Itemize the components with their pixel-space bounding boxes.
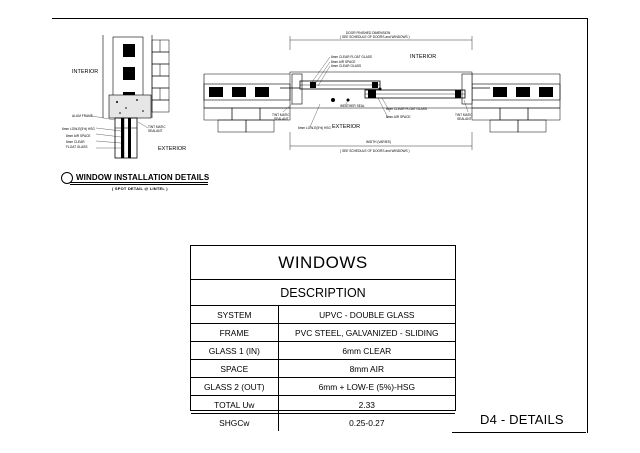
dim-top-note: ( SEE SCHEDULE OF DOORS and WINDOWS )	[340, 35, 410, 39]
interior-label-left: INTERIOR	[72, 69, 99, 75]
row-label: GLASS 1 (IN)	[191, 342, 278, 360]
table-row	[191, 414, 455, 432]
air-space-right-label: 8mm AIR SPACE	[386, 115, 411, 119]
table-description-header: DESCRIPTION	[191, 280, 455, 306]
sheet-label: D4 - DETAILS	[480, 412, 564, 427]
row-value: 0.25-0.27	[278, 414, 455, 432]
table-row	[191, 324, 455, 342]
row-value: PVC STEEL, GALVANIZED - SLIDING	[278, 324, 455, 342]
exterior-label-left: EXTERIOR	[158, 146, 187, 152]
row-label: SYSTEM	[191, 306, 278, 324]
table-title: WINDOWS	[191, 246, 455, 280]
low-e-main-label: 6mm LOW-E(5%) HSG	[298, 126, 331, 130]
exterior-label-main: EXTERIOR	[332, 124, 361, 130]
float-glass-label: FLOAT GLASS	[66, 145, 88, 149]
dim-bottom-note: ( SEE SCHEDULE OF DOORS and WINDOWS )	[340, 149, 410, 153]
air-space-label: 8mm AIR SPACE	[66, 134, 91, 138]
sealant-main-right: SEALANT	[457, 117, 472, 121]
plan-detail-main	[204, 31, 560, 153]
detail-title-rule-1	[70, 182, 208, 183]
row-label: SHGCw	[191, 414, 278, 432]
clear-glass-label: 6mm CLEAR	[66, 140, 85, 144]
clear-float-right-label: 6mm CLEAR FLOAT GLASS	[386, 107, 427, 111]
table-row	[191, 378, 455, 396]
sealant-label: SEALANT	[148, 129, 163, 133]
dim-top-label: DOOR FINISHED DIMENSION	[346, 31, 391, 35]
row-value: 6mm CLEAR	[278, 342, 455, 360]
table-row	[191, 396, 455, 414]
detail-subtitle: ( SPOT DETAIL @ LINTEL )	[112, 186, 168, 191]
row-value: 2.33	[278, 396, 455, 414]
weather-seal-label: WEATHER SEAL	[340, 104, 365, 108]
clear-float-glass-label: 6mm CLEAR FLOAT GLASS	[331, 55, 372, 59]
clear-glass-top-label: 6mm CLEAR GLASS	[331, 64, 362, 68]
air-space-top-label: 8mm AIR SPACE	[331, 60, 356, 64]
row-value: UPVC - DOUBLE GLASS	[278, 306, 455, 324]
row-label: TOTAL Uw	[191, 396, 278, 414]
sealant-main-left: SEALANT	[274, 117, 289, 121]
tint-matic-label: TINT MATIC	[148, 125, 166, 129]
table-row	[191, 360, 455, 378]
tint-matic-main-left: TINT MATIC	[272, 113, 290, 117]
row-label: SPACE	[191, 360, 278, 378]
section-detail-left	[62, 35, 186, 158]
row-value: 8mm AIR	[278, 360, 455, 378]
row-label: FRAME	[191, 324, 278, 342]
row-label: GLASS 2 (OUT)	[191, 378, 278, 396]
table-row	[191, 342, 455, 360]
detail-title: WINDOW INSTALLATION DETAILS	[76, 173, 210, 182]
alum-frame-label: ALUM FRAME	[72, 114, 93, 118]
windows-spec-table	[190, 245, 456, 428]
low-e-label: 6mm LOW-E(5%) HSG	[62, 127, 95, 131]
tint-matic-main-right: TINT MATIC	[455, 113, 473, 117]
table-row	[191, 306, 455, 324]
interior-label-main: INTERIOR	[410, 54, 437, 60]
detail-title-rule-2	[70, 184, 208, 185]
dim-bottom-label: WIDTH (VARIES)	[366, 140, 391, 144]
sheet-label-rule	[452, 432, 586, 433]
row-value: 6mm + LOW-E (5%)-HSG	[278, 378, 455, 396]
